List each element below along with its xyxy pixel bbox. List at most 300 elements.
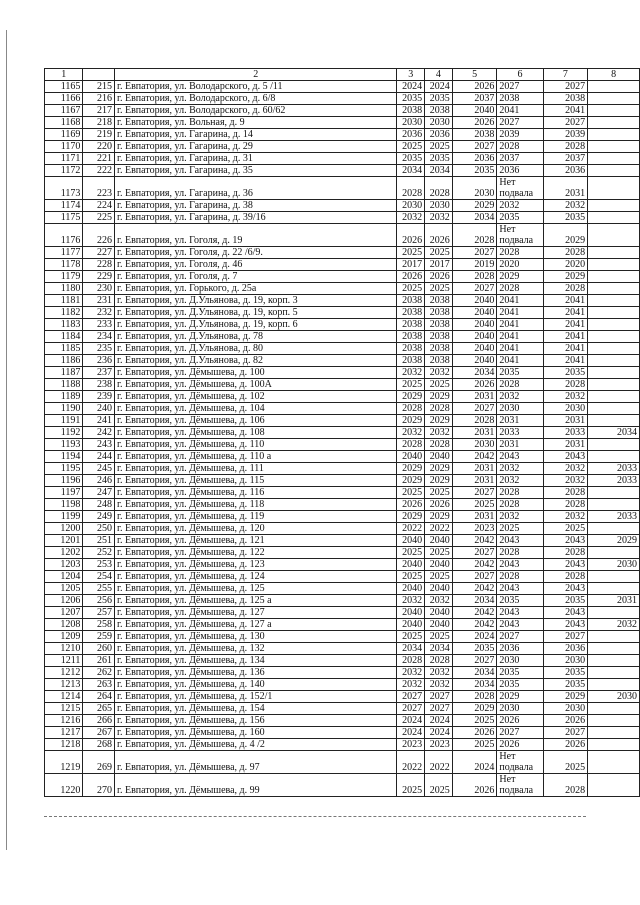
col-year-7-cell: 2029	[543, 224, 588, 247]
col-year-3-cell: 2040	[397, 607, 425, 619]
col-address-cell: г. Евпатория, ул. Дёмышева, д. 125	[115, 583, 397, 595]
col-index-cell: 1216	[45, 715, 83, 727]
col-year-8-cell	[588, 391, 640, 403]
col-address-cell: г. Евпатория, ул. Дёмышева, д. 127	[115, 607, 397, 619]
col-address-cell: г. Евпатория, ул. Дёмышева, д. 134	[115, 655, 397, 667]
col-number-cell: 254	[83, 571, 115, 583]
col-year-4-cell: 2040	[425, 607, 453, 619]
col-index-cell: 1185	[45, 343, 83, 355]
col-year-8-cell	[588, 212, 640, 224]
col-year-3-cell: 2017	[397, 259, 425, 271]
table-row	[45, 153, 640, 165]
col-year-5-cell: 2025	[452, 499, 497, 511]
col-year-5-cell: 2031	[452, 511, 497, 523]
table-row	[45, 679, 640, 691]
col-year-3-cell: 2025	[397, 547, 425, 559]
col-year-3-cell: 2040	[397, 619, 425, 631]
col-number-cell: 243	[83, 439, 115, 451]
col-number-cell: 245	[83, 463, 115, 475]
table-row	[45, 487, 640, 499]
col-year-7-cell: 2028	[543, 774, 588, 797]
col-number-cell: 215	[83, 81, 115, 93]
col-year-8-cell	[588, 259, 640, 271]
header-col-number	[83, 69, 115, 81]
col-year-4-cell: 2038	[425, 105, 453, 117]
col-year-8-cell: 2029	[588, 535, 640, 547]
col-year-6-cell: 2029	[497, 691, 543, 703]
col-index-cell: 1219	[45, 751, 83, 774]
col-year-7-cell: 2041	[543, 355, 588, 367]
col-number-cell: 219	[83, 129, 115, 141]
col-number-cell: 259	[83, 631, 115, 643]
col-year-3-cell: 2027	[397, 691, 425, 703]
col-year-3-cell: 2038	[397, 319, 425, 331]
col-year-3-cell: 2038	[397, 355, 425, 367]
col-number-cell: 222	[83, 165, 115, 177]
col-year-3-cell: 2025	[397, 487, 425, 499]
col-index-cell: 1174	[45, 200, 83, 212]
col-year-8-cell	[588, 487, 640, 499]
col-address-cell: г. Евпатория, ул. Дёмышева, д. 110 а	[115, 451, 397, 463]
col-year-4-cell: 2028	[425, 177, 453, 200]
col-year-5-cell: 2034	[452, 679, 497, 691]
table-row	[45, 295, 640, 307]
col-year-3-cell: 2032	[397, 595, 425, 607]
col-number-cell: 226	[83, 224, 115, 247]
col-year-6-cell: 2043	[497, 451, 543, 463]
col-number-cell: 234	[83, 331, 115, 343]
col-index-cell: 1207	[45, 607, 83, 619]
col-year-8-cell	[588, 715, 640, 727]
col-year-3-cell: 2028	[397, 655, 425, 667]
col-index-cell: 1183	[45, 319, 83, 331]
col-year-8-cell	[588, 403, 640, 415]
col-year-3-cell: 2036	[397, 129, 425, 141]
col-year-3-cell: 2026	[397, 499, 425, 511]
col-year-3-cell: 2024	[397, 715, 425, 727]
col-year-6-cell: Нет подвала	[497, 224, 543, 247]
col-number-cell: 255	[83, 583, 115, 595]
col-year-6-cell: 2030	[497, 655, 543, 667]
col-year-6-cell: 2033	[497, 427, 543, 439]
col-year-5-cell: 2040	[452, 331, 497, 343]
col-year-6-cell: 2020	[497, 259, 543, 271]
col-year-4-cell: 2032	[425, 679, 453, 691]
col-address-cell: г. Евпатория, ул. Дёмышева, д. 156	[115, 715, 397, 727]
col-year-5-cell: 2027	[452, 487, 497, 499]
col-year-3-cell: 2022	[397, 523, 425, 535]
col-year-8-cell	[588, 415, 640, 427]
col-year-6-cell: Нет подвала	[497, 751, 543, 774]
col-year-7-cell: 2028	[543, 487, 588, 499]
col-year-4-cell: 2029	[425, 415, 453, 427]
col-year-8-cell	[588, 703, 640, 715]
col-year-8-cell	[588, 643, 640, 655]
col-year-5-cell: 2029	[452, 703, 497, 715]
col-number-cell: 250	[83, 523, 115, 535]
col-year-5-cell: 2026	[452, 774, 497, 797]
col-year-4-cell: 2040	[425, 619, 453, 631]
col-address-cell: г. Евпатория, ул. Дёмышева, д. 116	[115, 487, 397, 499]
col-year-8-cell	[588, 177, 640, 200]
col-index-cell: 1180	[45, 283, 83, 295]
col-number-cell: 224	[83, 200, 115, 212]
col-address-cell: г. Евпатория, ул. Гоголя, д. 7	[115, 271, 397, 283]
register-table-body	[45, 69, 640, 797]
col-index-cell: 1166	[45, 93, 83, 105]
col-index-cell: 1218	[45, 739, 83, 751]
col-year-5-cell: 2030	[452, 177, 497, 200]
table-row	[45, 774, 640, 797]
col-year-8-cell	[588, 499, 640, 511]
col-year-7-cell: 2032	[543, 391, 588, 403]
col-year-8-cell	[588, 451, 640, 463]
col-year-8-cell: 2032	[588, 619, 640, 631]
col-year-6-cell: 2026	[497, 715, 543, 727]
col-number-cell: 267	[83, 727, 115, 739]
col-index-cell: 1176	[45, 224, 83, 247]
col-number-cell: 221	[83, 153, 115, 165]
col-year-3-cell: 2032	[397, 427, 425, 439]
col-address-cell: г. Евпатория, ул. Дёмышева, д. 140	[115, 679, 397, 691]
table-row	[45, 415, 640, 427]
col-index-cell: 1192	[45, 427, 83, 439]
col-index-cell: 1215	[45, 703, 83, 715]
col-index-cell: 1195	[45, 463, 83, 475]
col-address-cell: г. Евпатория, ул. Д.Ульянова, д. 19, корп. 6	[115, 319, 397, 331]
col-year-6-cell: 2035	[497, 667, 543, 679]
col-year-4-cell: 2029	[425, 511, 453, 523]
col-address-cell: г. Евпатория, ул. Володарского, д. 60/62	[115, 105, 397, 117]
col-year-4-cell: 2024	[425, 81, 453, 93]
col-year-5-cell: 2034	[452, 367, 497, 379]
col-year-3-cell: 2024	[397, 81, 425, 93]
col-year-7-cell: 2035	[543, 595, 588, 607]
col-year-3-cell: 2038	[397, 331, 425, 343]
col-year-7-cell: 2028	[543, 571, 588, 583]
col-year-5-cell: 2027	[452, 403, 497, 415]
col-index-cell: 1199	[45, 511, 83, 523]
col-year-4-cell: 2024	[425, 727, 453, 739]
col-year-3-cell: 2030	[397, 117, 425, 129]
col-year-8-cell: 2030	[588, 691, 640, 703]
col-year-8-cell	[588, 129, 640, 141]
header-col-year-7: 7	[543, 69, 588, 81]
col-number-cell: 270	[83, 774, 115, 797]
col-year-6-cell: 2041	[497, 331, 543, 343]
col-year-3-cell: 2025	[397, 571, 425, 583]
col-year-5-cell: 2026	[452, 379, 497, 391]
col-index-cell: 1189	[45, 391, 83, 403]
col-number-cell: 218	[83, 117, 115, 129]
col-year-8-cell	[588, 547, 640, 559]
header-col-year-8: 8	[588, 69, 640, 81]
table-row	[45, 475, 640, 487]
col-number-cell: 242	[83, 427, 115, 439]
col-address-cell: г. Евпатория, ул. Дёмышева, д. 99	[115, 774, 397, 797]
col-year-7-cell: 2030	[543, 403, 588, 415]
col-year-6-cell: 2031	[497, 439, 543, 451]
table-row	[45, 739, 640, 751]
col-year-8-cell	[588, 200, 640, 212]
col-year-3-cell: 2024	[397, 727, 425, 739]
table-row	[45, 403, 640, 415]
col-year-5-cell: 2042	[452, 619, 497, 631]
col-address-cell: г. Евпатория, ул. Гагарина, д. 35	[115, 165, 397, 177]
col-number-cell: 223	[83, 177, 115, 200]
header-col-address: 2	[115, 69, 397, 81]
header-col-year-3: 3	[397, 69, 425, 81]
col-year-6-cell: 2028	[497, 283, 543, 295]
col-year-5-cell: 2031	[452, 475, 497, 487]
col-year-5-cell: 2027	[452, 547, 497, 559]
col-year-7-cell: 2025	[543, 751, 588, 774]
table-row	[45, 355, 640, 367]
col-year-8-cell	[588, 774, 640, 797]
col-year-6-cell: 2028	[497, 487, 543, 499]
col-year-3-cell: 2035	[397, 153, 425, 165]
col-year-5-cell: 2027	[452, 247, 497, 259]
col-index-cell: 1186	[45, 355, 83, 367]
col-year-3-cell: 2025	[397, 631, 425, 643]
col-number-cell: 266	[83, 715, 115, 727]
col-year-8-cell	[588, 523, 640, 535]
col-number-cell: 240	[83, 403, 115, 415]
col-number-cell: 248	[83, 499, 115, 511]
col-year-4-cell: 2025	[425, 141, 453, 153]
col-year-3-cell: 2025	[397, 141, 425, 153]
col-year-4-cell: 2027	[425, 703, 453, 715]
col-year-6-cell: 2031	[497, 415, 543, 427]
col-year-7-cell: 2020	[543, 259, 588, 271]
col-year-7-cell: 2032	[543, 200, 588, 212]
col-year-7-cell: 2031	[543, 177, 588, 200]
table-row	[45, 177, 640, 200]
col-year-4-cell: 2022	[425, 751, 453, 774]
col-number-cell: 246	[83, 475, 115, 487]
col-year-3-cell: 2029	[397, 463, 425, 475]
col-address-cell: г. Евпатория, ул. Гоголя, д. 19	[115, 224, 397, 247]
col-year-7-cell: 2031	[543, 415, 588, 427]
col-index-cell: 1206	[45, 595, 83, 607]
col-index-cell: 1203	[45, 559, 83, 571]
col-year-8-cell	[588, 655, 640, 667]
col-index-cell: 1197	[45, 487, 83, 499]
col-year-7-cell: 2031	[543, 439, 588, 451]
col-year-6-cell: 2035	[497, 367, 543, 379]
col-year-5-cell: 2027	[452, 571, 497, 583]
col-year-6-cell: 2032	[497, 463, 543, 475]
col-number-cell: 228	[83, 259, 115, 271]
table-row	[45, 379, 640, 391]
col-year-6-cell: 2030	[497, 403, 543, 415]
col-year-7-cell: 2030	[543, 655, 588, 667]
col-year-8-cell: 2033	[588, 475, 640, 487]
table-row	[45, 391, 640, 403]
col-year-6-cell: 2035	[497, 595, 543, 607]
col-year-6-cell: 2026	[497, 739, 543, 751]
col-index-cell: 1172	[45, 165, 83, 177]
col-year-5-cell: 2040	[452, 343, 497, 355]
col-year-5-cell: 2024	[452, 751, 497, 774]
col-index-cell: 1208	[45, 619, 83, 631]
col-year-6-cell: 2027	[497, 117, 543, 129]
col-year-3-cell: 2038	[397, 105, 425, 117]
table-row	[45, 105, 640, 117]
col-year-7-cell: 2041	[543, 307, 588, 319]
col-index-cell: 1168	[45, 117, 83, 129]
col-number-cell: 249	[83, 511, 115, 523]
col-address-cell: г. Евпатория, ул. Дёмышева, д. 100	[115, 367, 397, 379]
col-year-3-cell: 2030	[397, 200, 425, 212]
col-index-cell: 1173	[45, 177, 83, 200]
col-year-3-cell: 2032	[397, 367, 425, 379]
col-address-cell: г. Евпатория, ул. Дёмышева, д. 152/1	[115, 691, 397, 703]
col-year-6-cell: 2036	[497, 165, 543, 177]
col-year-6-cell: 2041	[497, 307, 543, 319]
col-year-7-cell: 2032	[543, 511, 588, 523]
col-address-cell: г. Евпатория, ул. Володарского, д. 5 /11	[115, 81, 397, 93]
col-year-5-cell: 2028	[452, 691, 497, 703]
col-number-cell: 252	[83, 547, 115, 559]
table-row	[45, 655, 640, 667]
col-year-5-cell: 2028	[452, 415, 497, 427]
col-number-cell: 265	[83, 703, 115, 715]
col-number-cell: 231	[83, 295, 115, 307]
col-year-5-cell: 2031	[452, 427, 497, 439]
col-year-3-cell: 2029	[397, 415, 425, 427]
col-index-cell: 1182	[45, 307, 83, 319]
col-year-8-cell	[588, 679, 640, 691]
table-row	[45, 667, 640, 679]
col-year-3-cell: 2032	[397, 679, 425, 691]
col-year-6-cell: 2032	[497, 200, 543, 212]
col-number-cell: 269	[83, 751, 115, 774]
col-year-7-cell: 2037	[543, 153, 588, 165]
col-year-3-cell: 2038	[397, 307, 425, 319]
col-year-8-cell	[588, 607, 640, 619]
col-year-6-cell: 2041	[497, 355, 543, 367]
col-index-cell: 1202	[45, 547, 83, 559]
table-row	[45, 271, 640, 283]
col-year-5-cell: 2036	[452, 153, 497, 165]
col-address-cell: г. Евпатория, ул. Дёмышева, д. 123	[115, 559, 397, 571]
table-row	[45, 571, 640, 583]
header-col-year-4: 4	[425, 69, 453, 81]
col-year-6-cell: Нет подвала	[497, 774, 543, 797]
col-year-8-cell	[588, 331, 640, 343]
table-row	[45, 523, 640, 535]
col-number-cell: 261	[83, 655, 115, 667]
col-index-cell: 1213	[45, 679, 83, 691]
col-year-7-cell: 2041	[543, 319, 588, 331]
col-year-3-cell: 2034	[397, 165, 425, 177]
col-year-4-cell: 2032	[425, 367, 453, 379]
col-year-4-cell: 2025	[425, 487, 453, 499]
col-year-8-cell: 2033	[588, 463, 640, 475]
col-index-cell: 1194	[45, 451, 83, 463]
col-year-5-cell: 2027	[452, 141, 497, 153]
col-year-3-cell: 2026	[397, 271, 425, 283]
col-year-5-cell: 2023	[452, 523, 497, 535]
col-number-cell: 257	[83, 607, 115, 619]
table-row	[45, 643, 640, 655]
col-address-cell: г. Евпатория, ул. Д.Ульянова, д. 82	[115, 355, 397, 367]
table-row	[45, 247, 640, 259]
col-year-3-cell: 2032	[397, 212, 425, 224]
table-row	[45, 451, 640, 463]
col-year-6-cell: 2043	[497, 583, 543, 595]
table-row	[45, 212, 640, 224]
table-row	[45, 727, 640, 739]
table-row	[45, 499, 640, 511]
col-number-cell: 260	[83, 643, 115, 655]
col-year-5-cell: 2025	[452, 715, 497, 727]
col-address-cell: г. Евпатория, ул. Гагарина, д. 31	[115, 153, 397, 165]
col-year-7-cell: 2038	[543, 93, 588, 105]
col-year-3-cell: 2029	[397, 391, 425, 403]
col-year-6-cell: 2028	[497, 547, 543, 559]
table-row	[45, 367, 640, 379]
col-year-7-cell: 2043	[543, 607, 588, 619]
col-year-5-cell: 2029	[452, 200, 497, 212]
col-year-8-cell: 2033	[588, 511, 640, 523]
col-year-8-cell	[588, 141, 640, 153]
col-year-5-cell: 2028	[452, 271, 497, 283]
col-year-4-cell: 2038	[425, 355, 453, 367]
table-row	[45, 331, 640, 343]
table-row	[45, 619, 640, 631]
col-number-cell: 217	[83, 105, 115, 117]
col-year-5-cell: 2042	[452, 559, 497, 571]
table-row	[45, 703, 640, 715]
header-col-index: 1	[45, 69, 83, 81]
col-year-7-cell: 2033	[543, 427, 588, 439]
table-row	[45, 117, 640, 129]
col-year-5-cell: 2040	[452, 295, 497, 307]
col-address-cell: г. Евпатория, ул. Д.Ульянова, д. 78	[115, 331, 397, 343]
col-year-3-cell: 2025	[397, 247, 425, 259]
col-number-cell: 235	[83, 343, 115, 355]
col-year-8-cell	[588, 439, 640, 451]
col-year-7-cell: 2043	[543, 619, 588, 631]
col-year-5-cell: 2026	[452, 81, 497, 93]
col-year-6-cell: 2032	[497, 391, 543, 403]
col-address-cell: г. Евпатория, ул. Д.Ульянова, д. 80	[115, 343, 397, 355]
col-year-5-cell: 2038	[452, 129, 497, 141]
col-index-cell: 1184	[45, 331, 83, 343]
col-year-6-cell: 2027	[497, 81, 543, 93]
col-year-6-cell: 2041	[497, 295, 543, 307]
col-year-4-cell: 2032	[425, 212, 453, 224]
col-index-cell: 1165	[45, 81, 83, 93]
col-index-cell: 1175	[45, 212, 83, 224]
col-year-8-cell	[588, 379, 640, 391]
col-year-8-cell	[588, 165, 640, 177]
col-address-cell: г. Евпатория, ул. Дёмышева, д. 121	[115, 535, 397, 547]
col-address-cell: г. Евпатория, ул. Горького, д. 25а	[115, 283, 397, 295]
col-year-8-cell	[588, 117, 640, 129]
col-year-6-cell: 2038	[497, 93, 543, 105]
col-index-cell: 1169	[45, 129, 83, 141]
col-index-cell: 1210	[45, 643, 83, 655]
col-year-3-cell: 2034	[397, 643, 425, 655]
col-year-6-cell: 2028	[497, 141, 543, 153]
col-year-4-cell: 2028	[425, 439, 453, 451]
col-year-4-cell: 2025	[425, 571, 453, 583]
col-year-7-cell: 2026	[543, 739, 588, 751]
col-index-cell: 1177	[45, 247, 83, 259]
